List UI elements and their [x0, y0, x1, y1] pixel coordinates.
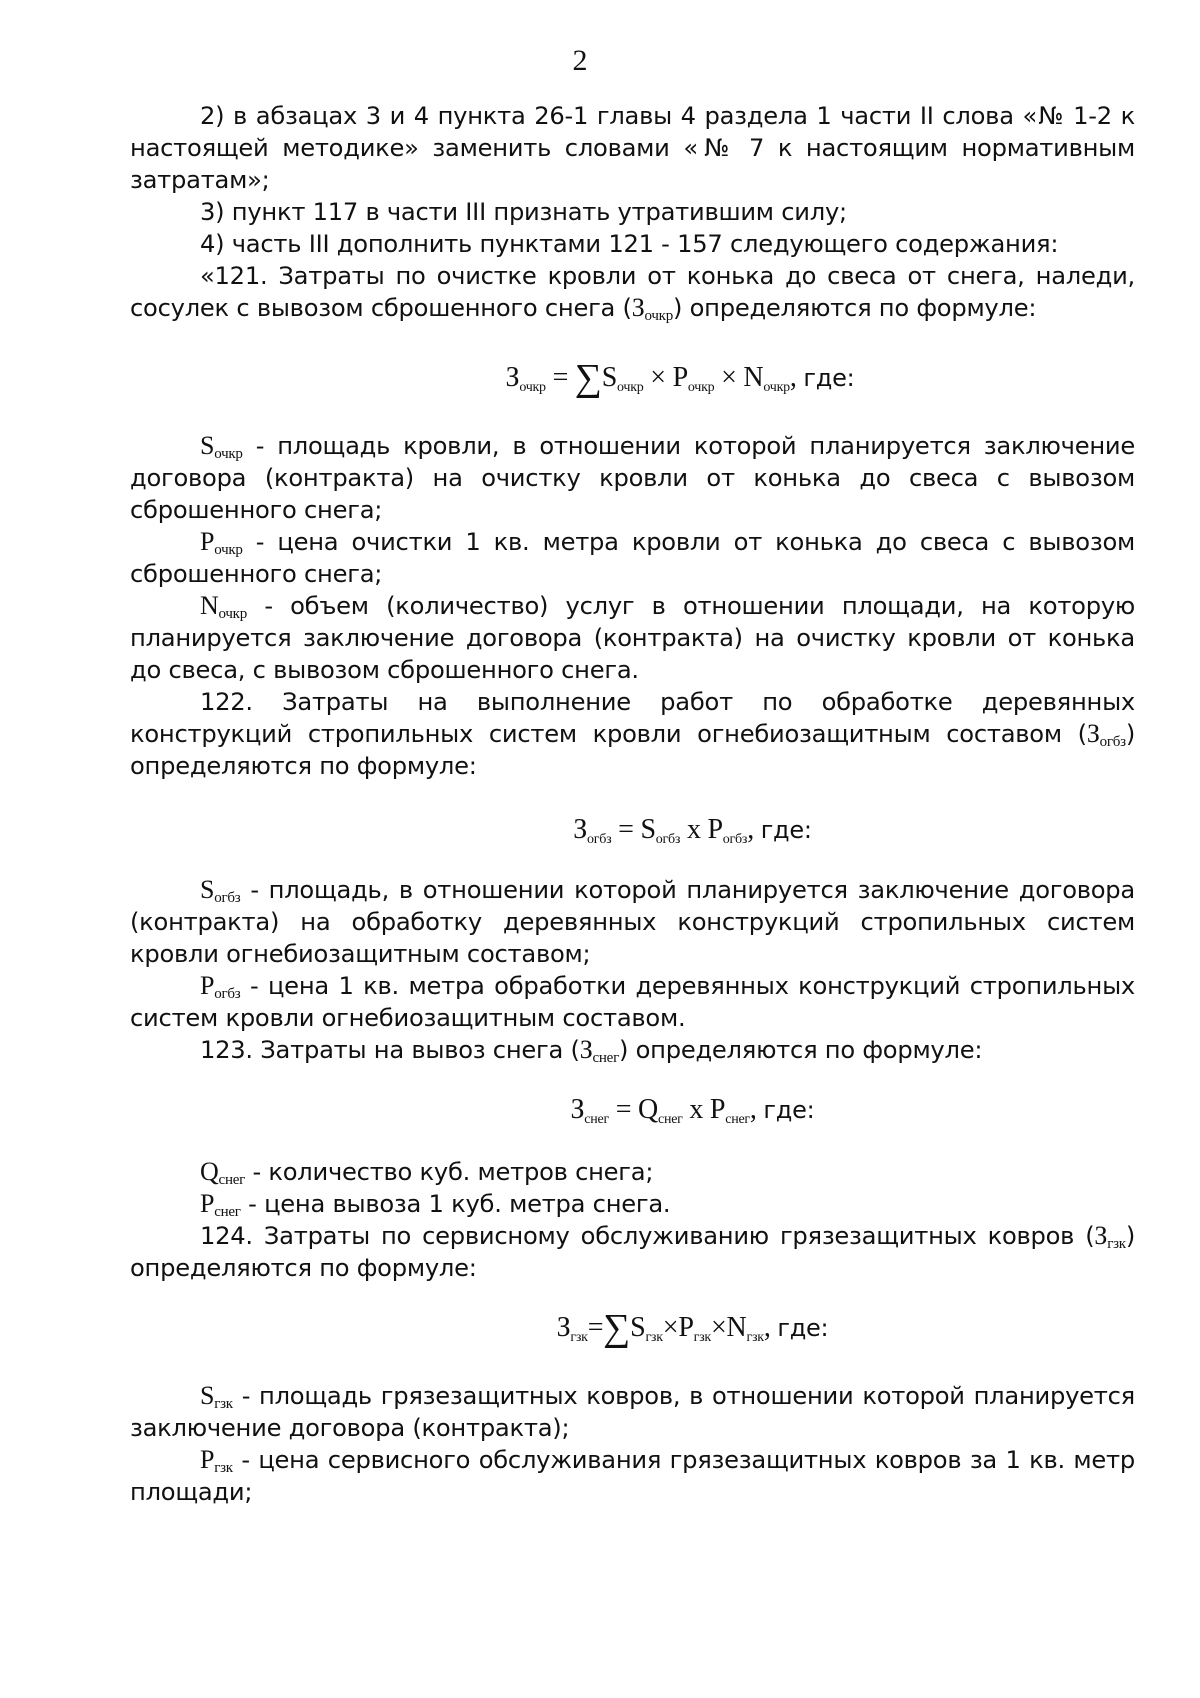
clause-121: «121. Затраты по очистке кровли от конька до свеса от снега, наледи, сосулек с вывозом сброшенного снега $(З_{очкр})$ определяются по формуле:: [130, 262, 1135, 324]
definition-s-ogbz: $S_{огбз}$ - площадь, в отношении которой планируется заключение договора (контракта) на обработку деревянных конструкций стропильных систем кровли огнебиозащитным составом;: [130, 875, 1135, 968]
formula-124: $З_{гзк}=\sum S_{гзк}\times P_{гзк}\times N_{гзк}$, где:: [556, 1307, 829, 1349]
definition-p-ochkr: $P_{очкр}$ - цена очистки 1 кв. метра кровли от конька до свеса с вывозом сброшенного снега;: [130, 527, 1135, 588]
paragraph-4: 4) часть III дополнить пунктами 121 - 157 следующего содержания:: [200, 230, 1059, 258]
symbol-z-gzk: $З_{гзк}$: [1094, 1221, 1126, 1252]
formula-122: $З_{огбз} = S_{огбз}$ х $P_{огбз}$, где:: [573, 814, 812, 847]
formula-123: $З_{снег} = Q_{снег}$ х $P_{снег}$, где:: [570, 1094, 815, 1127]
definition-s-ochkr: $S_{очкр}$ - площадь кровли, в отношении которой планируется заключение договора (контракта) на очистку кровли от конька до свеса с вывозом сброшенного снега;: [130, 431, 1135, 524]
clause-122: 122. Затраты на выполнение работ по обработке деревянных конструкций стропильных систем кровли огнебиозащитным составом $(З_{огбз})$ определяются по формуле:: [130, 688, 1135, 780]
clause-123: 123. Затраты на вывоз снега $(З_{снег})$ определяются по формуле:: [200, 1035, 983, 1066]
paragraph-3: 3) пункт 117 в части III признать утратившим силу;: [200, 198, 847, 226]
clause-124: 124. Затраты по сервисному обслуживанию грязезащитных ковров $(З_{гзк})$ определяются по формуле:: [130, 1221, 1135, 1282]
definition-q-sneg: $Q_{снег}$ - количество куб. метров снега;: [200, 1157, 654, 1188]
document-body: [130, 100, 1135, 1508]
sigma-symbol: ∑: [603, 1307, 631, 1349]
definition-p-ogbz: $P_{огбз}$ - цена 1 кв. метра обработки деревянных конструкций стропильных систем кровли огнебиозащитным составом.: [130, 971, 1135, 1032]
sigma-symbol: ∑: [574, 357, 602, 399]
definition-s-gzk: $S_{гзк}$ - площадь грязезащитных ковров, в отношении которой планируется заключение договора (контракта);: [130, 1381, 1135, 1442]
page-number: 2: [572, 44, 588, 77]
definition-p-gzk: $P_{гзк}$ - цена сервисного обслуживания грязезащитных ковров за 1 кв. метр площади;: [130, 1445, 1135, 1506]
definition-n-ochkr: $N_{очкр}$ - объем (количество) услуг в отношении площади, на которую планируется заключение договора (контракта) на очистку кровли от конька до свеса, с вывозом сброшенного снега.: [130, 591, 1135, 684]
formula-121: $З_{очкр} = \sum S_{очкр} \times P_{очкр} \times N_{очкр}$, где:: [505, 357, 855, 399]
definition-p-sneg: $P_{снег}$ - цена вывоза 1 куб. метра снега.: [200, 1189, 671, 1220]
symbol-z-ogbz: $З_{огбз}$: [1086, 719, 1126, 750]
symbol-z-sneg: $З_{снег}$: [579, 1035, 619, 1066]
symbol-z-ochkr: $З_{очкр}$: [631, 293, 673, 324]
paragraph-2: 2) в абзацах 3 и 4 пункта 26-1 главы 4 раздела 1 части II слова «№ 1-2 к настоящей методике» заменить словами «№ 7 к настоящим нормативным затратам»;: [130, 102, 1135, 194]
